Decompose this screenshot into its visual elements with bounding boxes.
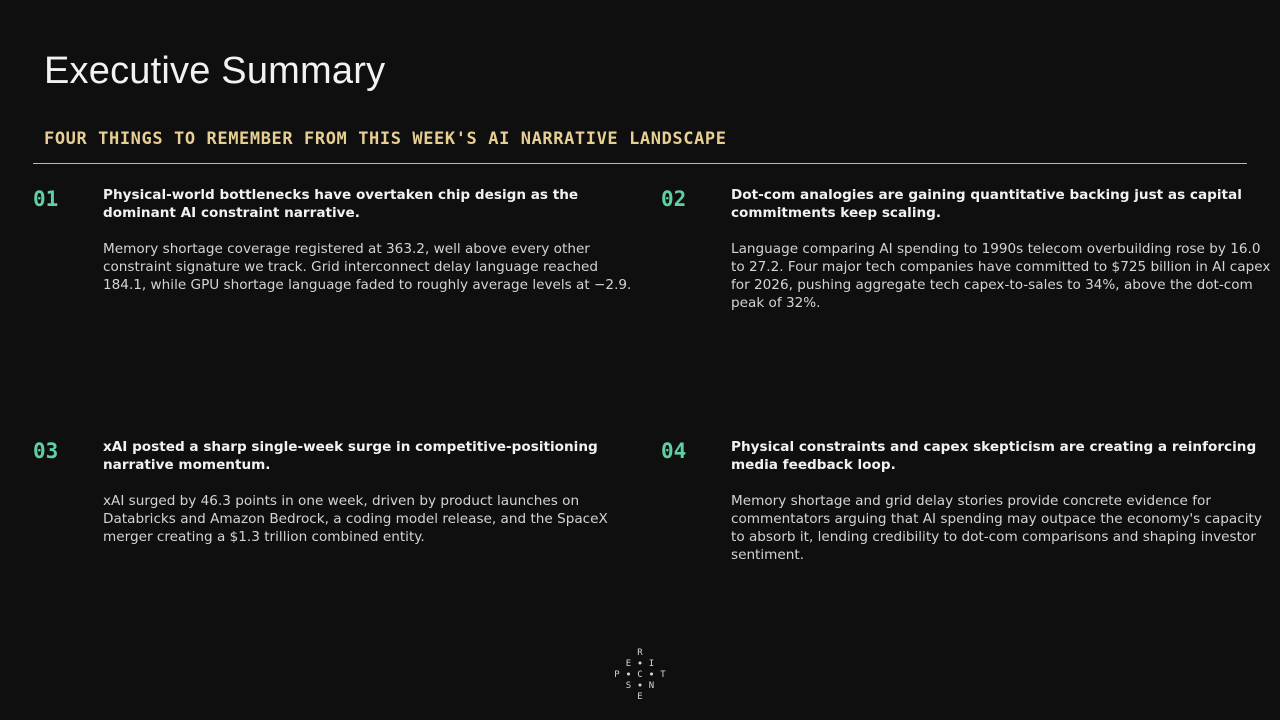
logo-letter-right: T xyxy=(660,670,666,680)
logo-dot xyxy=(639,684,642,687)
item-body: Language comparing AI spending to 1990s telecom overbuilding rose by 16.0 to 27.2. Four major tech companies have committed to $725 billion in AI capex for 2026, pushing aggregate tech capex-to-sales to 34%, above the dot-com peak of 32%. xyxy=(731,241,1271,311)
page-subtitle: FOUR THINGS TO REMEMBER FROM THIS WEEK'S AI NARRATIVE LANDSCAPE xyxy=(44,129,727,149)
item-heading: Physical constraints and capex skepticism are creating a reinforcing media feedback loop. xyxy=(731,439,1257,473)
item-body: Memory shortage coverage registered at 363.2, well above every other constraint signature we track. Grid interconnect delay language reached 184.1, while GPU shortage language faded to roughly average levels at −2.9. xyxy=(103,241,632,293)
item-body: xAI surged by 46.3 points in one week, driven by product launches on Databricks and Amazon Bedrock, a coding model release, and the SpaceX merger creating a $1.3 trillion combined entity. xyxy=(103,493,608,545)
logo-dot xyxy=(627,673,630,676)
item-number: 01 xyxy=(33,187,59,211)
item-body: Memory shortage and grid delay stories provide concrete evidence for commentators arguing that AI spending may outpace the economy's capacity to absorb it, lending credibility to dot-com comparisons and shaping investor sentiment. xyxy=(731,493,1262,563)
header-divider xyxy=(33,163,1247,164)
logo-letter-upper-left: E xyxy=(625,659,632,669)
logo-dot xyxy=(650,673,653,676)
page-title: Executive Summary xyxy=(44,50,386,92)
logo-letter-lower-left: S xyxy=(625,681,632,691)
item-heading: Physical-world bottlenecks have overtaken chip design as the dominant AI constraint narrative. xyxy=(103,187,579,221)
item-number: 03 xyxy=(33,439,59,463)
item-heading: Dot-com analogies are gaining quantitative backing just as capital commitments keep scaling. xyxy=(731,187,1242,221)
logo-mark xyxy=(612,646,668,702)
logo-letter-left: P xyxy=(614,670,620,680)
item-number: 02 xyxy=(661,187,687,211)
logo-letter-top: R xyxy=(637,648,643,658)
logo-letter-lower-right: N xyxy=(648,681,655,691)
logo-letter-bottom: E xyxy=(637,692,643,702)
logo-dot xyxy=(639,662,642,665)
item-heading: xAI posted a sharp single-week surge in competitive-positioning narrative momentum. xyxy=(103,439,598,473)
logo-letter-upper-right: I xyxy=(648,659,655,669)
brand-logo xyxy=(612,646,668,702)
logo-letter-center: C xyxy=(637,670,643,680)
item-number: 04 xyxy=(661,439,687,463)
